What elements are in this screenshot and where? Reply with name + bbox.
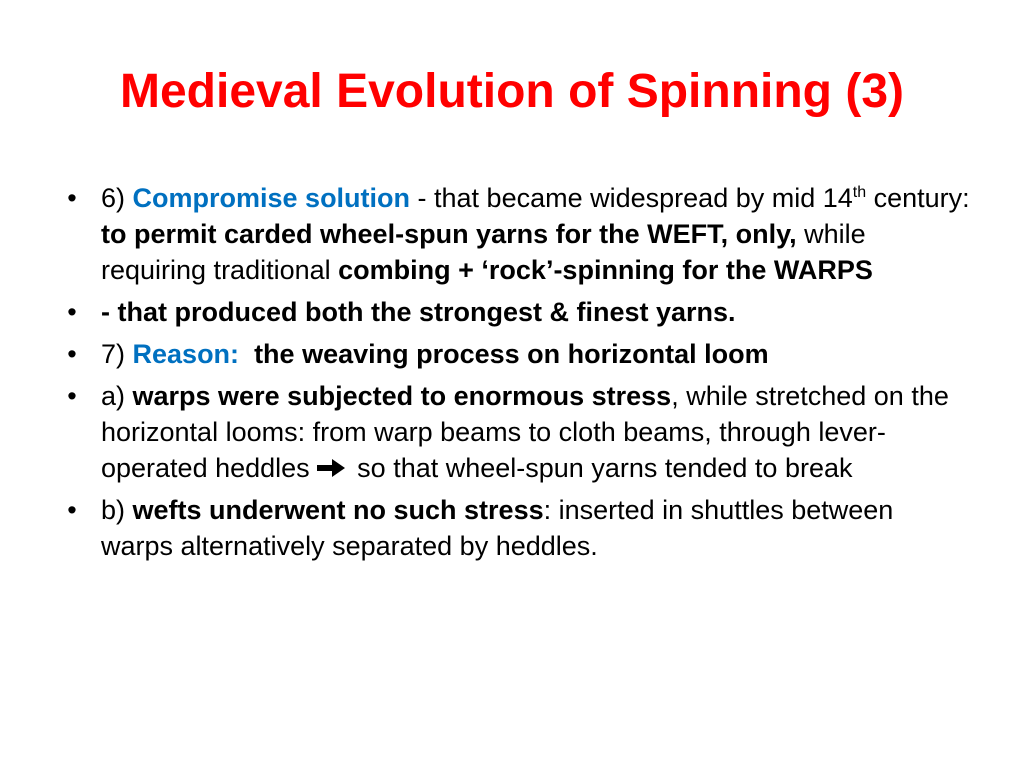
bullet-text-part: century: [866, 183, 970, 213]
bullet-item [62, 336, 972, 372]
bullet-bold-text: - that produced both the strongest & finest yarns. [101, 297, 736, 327]
bullet-text-part: , while stretched on the horizontal looms: from warp beams to cloth beams, through lever-operated heddles [101, 381, 949, 483]
bullet-text-part: while requiring traditional [101, 219, 866, 285]
bullet-dot-icon: • [67, 297, 77, 327]
bullet-item [62, 378, 972, 486]
bullet-text [101, 381, 949, 483]
bullet-bold-text: to permit carded wheel-spun yarns for the WEFT, only, [101, 219, 797, 249]
bullet-text [101, 495, 893, 561]
bullet-prefix: b) [101, 495, 133, 525]
bullet-item [62, 294, 972, 330]
bullet-highlight: Reason: [132, 339, 240, 369]
bullet-list [62, 180, 972, 570]
bullet-text-part [239, 339, 254, 369]
bullet-dot-icon: • [67, 495, 77, 525]
bullet-dot-icon: • [67, 339, 77, 369]
superscript: th [852, 184, 867, 201]
bullet-dot-icon: • [67, 381, 77, 411]
bullet-prefix: 7) [101, 339, 133, 369]
bullet-text [101, 183, 970, 285]
bullet-bold-text: warps were subjected to enormous stress [132, 381, 672, 411]
bullet-bold-text: the weaving process on horizontal loom [254, 339, 769, 369]
bullet-item [62, 180, 972, 288]
bullet-bold-text: wefts underwent no such stress [132, 495, 544, 525]
bullet-highlight: Compromise solution [132, 183, 411, 213]
bullet-text-part: so that wheel-spun yarns tended to break [349, 453, 853, 483]
bullet-text-part: - that became widespread by mid 14 [410, 183, 853, 213]
bullet-dot-icon: • [67, 183, 77, 213]
right-arrow-icon [316, 457, 346, 479]
bullet-bold-text: combing + ‘rock’-spinning for the WARPS [338, 255, 873, 285]
bullet-prefix: 6) [101, 183, 133, 213]
bullet-prefix: a) [101, 381, 133, 411]
bullet-item [62, 492, 972, 564]
bullet-text [101, 339, 769, 369]
slide-title: Medieval Evolution of Spinning (3) [119, 65, 904, 118]
bullet-text-part: : inserted in shuttles between warps alternatively separated by heddles. [101, 495, 894, 561]
